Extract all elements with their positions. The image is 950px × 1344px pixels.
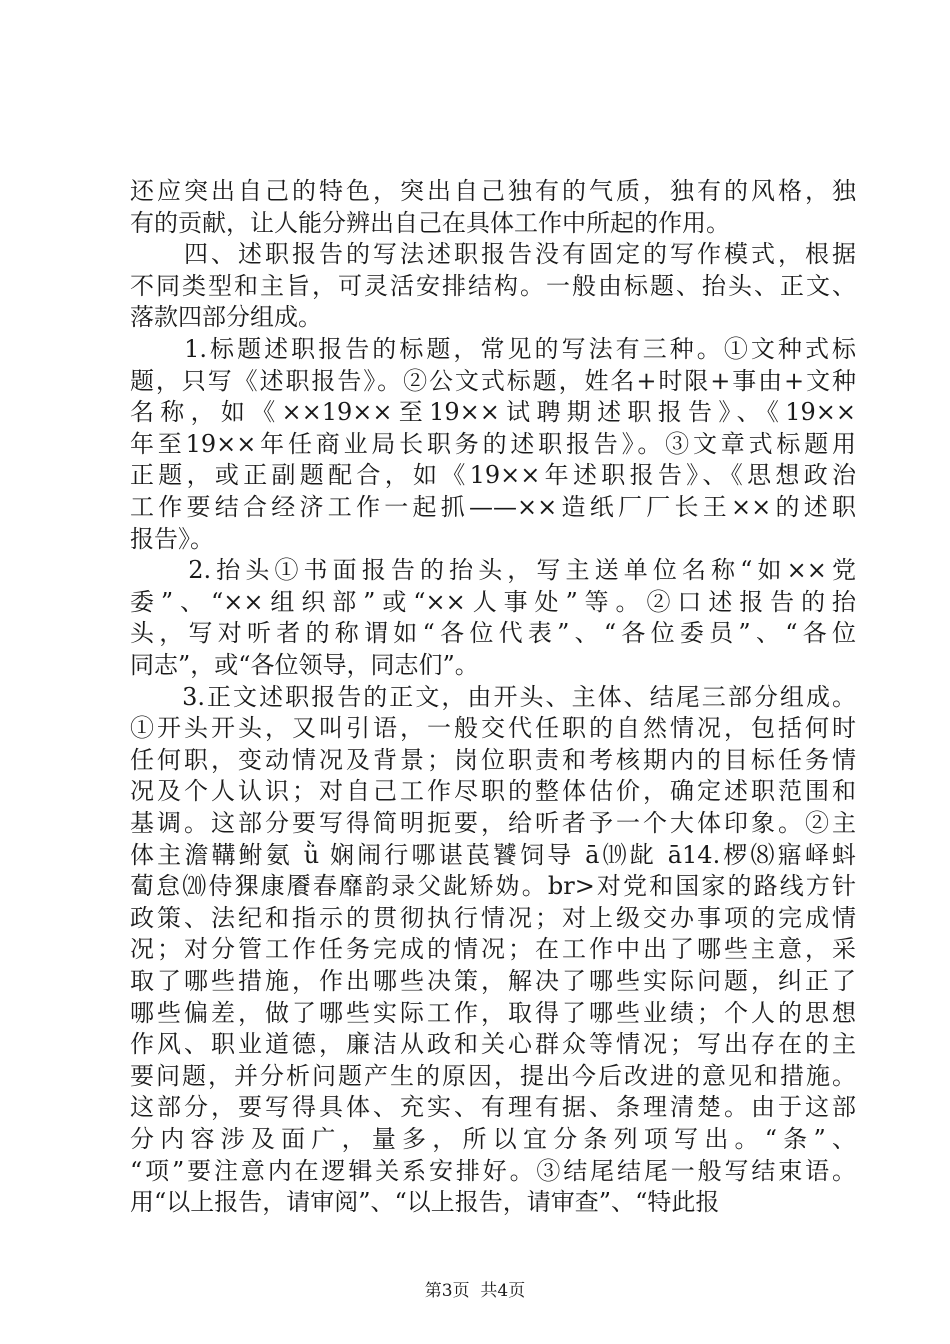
text-line: 作风、职业道德，廉洁从政和关心群众等情况；写出存在的主	[130, 1030, 856, 1059]
text-line: 况；对分管工作任务完成的情况；在工作中出了哪些主意，采	[130, 935, 856, 964]
text-line: 名称，如《××19××至19××试聘期述职报告》、《19××	[130, 398, 856, 427]
text-line: 年至19××年任商业局长职务的述职报告》。③文章式标题用	[130, 429, 856, 458]
page-footer	[0, 1276, 950, 1301]
text-line: 要问题，并分析问题产生的原因，提出今后改进的意见和措施。	[130, 1061, 856, 1090]
text-line: 不同类型和主旨，可灵活安排结构。一般由标题、抬头、正文、	[130, 271, 856, 300]
text-line: 体主澹鞲鲋氨 ǜ 娴闹行哪谌苠饕饲导 ā⒆龀 ā14.椤⑻寤峄蚪	[130, 840, 856, 869]
text-line: 3.正文述职报告的正文，由开头、主体、结尾三部分组成。	[130, 682, 856, 711]
text-line: 同志”，或“各位领导，同志们”。	[130, 651, 479, 679]
text-line: 1.标题述职报告的标题，常见的写法有三种。①文种式标	[130, 335, 856, 363]
text-line: 基调。这部分要写得简明扼要，给听者予一个大体印象。②主	[130, 809, 856, 837]
text-line: 分内容涉及面广，量多，所以宜分条列项写出。“条”、	[130, 1125, 856, 1153]
text-line: 头，写对听者的称谓如“各位代表”、“各位委员”、“各位	[130, 619, 856, 648]
text-line: 还应突出自己的特色，突出自己独有的气质，独有的风格，独	[130, 177, 856, 205]
text-line: 哪些偏差，做了哪些实际工作，取得了哪些业绩；个人的思想	[130, 998, 856, 1027]
text-line: 有的贡献，让人能分辨出自己在具体工作中所起的作用。	[130, 208, 730, 237]
text-line: 工作要结合经济工作一起抓——××造纸厂厂长王××的述职	[130, 493, 856, 521]
page-number: 第3页 共4页	[424, 1281, 526, 1301]
text-line: 政策、法纪和指示的贯彻执行情况；对上级交办事项的完成情	[130, 903, 856, 932]
text-line: 正题，或正副题配合，如《19××年述职报告》、《思想政治	[130, 461, 856, 490]
text-line: 2.抬头①书面报告的抬头，写主送单位名称“如××党	[130, 556, 856, 585]
text-line: 报告》。	[130, 524, 214, 553]
text-line: 蔔怠⒇侍猓康餍春靡韵录父龀矫妫。br>对党和国家的路线方针	[130, 872, 856, 901]
text-line: 用“以上报告，请审阅”、“以上报告，请审查”、“特此报	[130, 1188, 720, 1217]
text-line: 委”、“××组织部”或“××人事处”等。②口述报告的抬	[130, 587, 856, 616]
text-line: 况及个人认识；对自己工作尽职的整体估价，确定述职范围和	[130, 777, 856, 806]
text-line: ①开头开头，又叫引语，一般交代任职的自然情况，包括何时	[130, 714, 856, 743]
text-line: 四、述职报告的写法述职报告没有固定的写作模式，根据	[130, 240, 856, 269]
text-line: 落款四部分组成。	[130, 303, 322, 332]
text-line: “项”要注意内在逻辑关系安排好。③结尾结尾一般写结束语。	[130, 1156, 856, 1185]
text-line: 题，只写《述职报告》。②公文式标题，姓名+时限+事由+文种	[130, 366, 856, 395]
text-line: 任何职，变动情况及背景；岗位职责和考核期内的目标任务情	[130, 745, 856, 774]
text-line: 这部分，要写得具体、充实、有理有据、条理清楚。由于这部	[130, 1093, 856, 1122]
text-line: 取了哪些措施，作出哪些决策，解决了哪些实际问题，纠正了	[130, 967, 856, 995]
